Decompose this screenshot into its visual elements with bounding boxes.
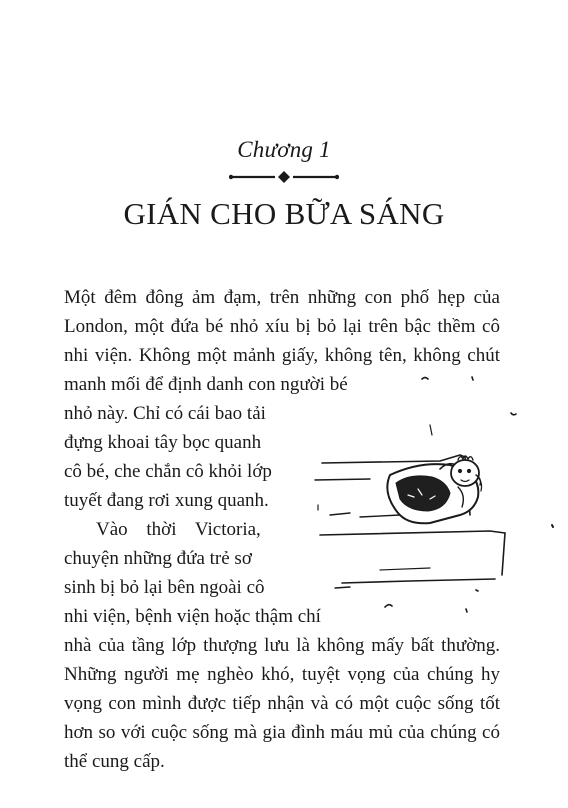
body-line: sinh bị bỏ lại bên ngoài cô: [64, 577, 265, 598]
body-line: cô bé, che chắn cô khỏi lớp: [64, 461, 272, 482]
body-line: đựng khoai tây bọc quanh: [64, 432, 262, 453]
chapter-label: Chương 1: [237, 137, 331, 162]
body-line: Một đêm đông ảm đạm, trên những con phố hẹp của: [64, 287, 500, 308]
baby-on-steps-illustration: [290, 365, 560, 625]
body-line: Những người mẹ nghèo khó, tuyệt vọng của chúng hy: [64, 664, 500, 685]
body-line: hơn so với cuộc sống mà gia đình máu mủ của chúng có: [64, 722, 500, 743]
body-line: manh mối để định danh con người bé: [64, 374, 348, 395]
body-line: thể cung cấp.: [64, 751, 165, 772]
body-line: vọng con mình được tiếp nhận và có một cuộc sống tốt: [64, 693, 500, 714]
body-line: chuyện những đứa trẻ sơ: [64, 548, 252, 569]
body-line: nhỏ này. Chỉ có cái bao tải: [64, 403, 266, 424]
body-line: nhi viện, bệnh viện hoặc thậm chí: [64, 606, 321, 627]
body-line: London, một đứa bé nhỏ xíu bị bỏ lại trên bậc thềm cô: [64, 316, 500, 337]
body-line: nhà của tầng lớp thượng lưu là không mấy bất thường.: [64, 635, 500, 656]
body-line: tuyết đang rơi xung quanh.: [64, 490, 269, 511]
body-line: nhi viện. Không một mảnh giấy, không tên, không chút: [64, 345, 500, 366]
chapter-ornament: [229, 170, 339, 184]
body-line: Vào thời Victoria,: [96, 519, 261, 540]
chapter-title: GIÁN CHO BỮA SÁNG: [123, 196, 445, 231]
